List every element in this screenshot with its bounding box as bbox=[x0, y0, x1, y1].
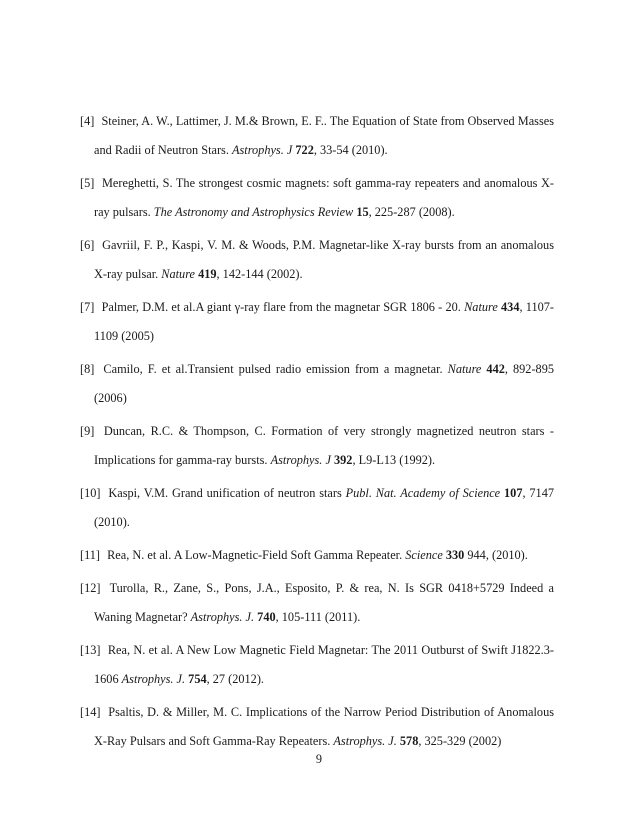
reference-volume: 419 bbox=[198, 267, 217, 281]
reference-pages: , 225-287 (2008). bbox=[368, 205, 455, 219]
reference-item bbox=[80, 541, 554, 570]
reference-volume: 442 bbox=[486, 362, 505, 376]
reference-item bbox=[80, 574, 554, 632]
reference-authors: Mereghetti, S. The strongest cosmic magnets: soft gamma-ray repeaters and anomalous X-ray pulsars. bbox=[94, 176, 555, 219]
reference-item bbox=[80, 479, 554, 537]
reference-authors: Camilo, F. et al.Transient pulsed radio emission from a magnetar. bbox=[103, 362, 443, 376]
reference-number: [12] bbox=[80, 581, 101, 595]
reference-pages: 944, (2010). bbox=[464, 548, 528, 562]
reference-pages: , 892-895 (2006) bbox=[94, 362, 554, 405]
reference-authors: Palmer, D.M. et al.A giant γ-ray flare from the magnetar SGR 1806 - 20. bbox=[101, 300, 461, 314]
reference-authors: Duncan, R.C. & Thompson, C. Formation of very strongly magnetized neutron stars - Implications for gamma-ray bursts. bbox=[94, 424, 554, 467]
reference-pages: , 33-54 (2010). bbox=[313, 143, 388, 157]
page-number: 9 bbox=[315, 752, 323, 766]
reference-number: [9] bbox=[80, 424, 95, 438]
reference-pages: , 7147 (2010). bbox=[94, 486, 554, 529]
reference-item bbox=[80, 107, 554, 165]
reference-authors: Turolla, R., Zane, S., Pons, J.A., Esposito, P. & rea, N. Is SGR 0418+5729 Indeed a Waning Magnetar? bbox=[94, 581, 555, 624]
reference-volume: 15 bbox=[356, 205, 369, 219]
reference-authors: Psaltis, D. & Miller, M. C. Implications of the Narrow Period Distribution of Anomalous X-Ray Pulsars and Soft Gamma-Ray Repeaters. bbox=[94, 705, 555, 748]
reference-volume: 722 bbox=[295, 143, 314, 157]
reference-authors: Gavriil, F. P., Kaspi, V. M. & Woods, P.M. Magnetar-like X-ray bursts from an anomalous X-ray pulsar. bbox=[94, 238, 554, 281]
reference-number: [6] bbox=[80, 238, 95, 252]
reference-item bbox=[80, 169, 554, 227]
reference-journal: The Astronomy and Astrophysics Review bbox=[153, 205, 354, 219]
reference-authors: Rea, N. et al. A New Low Magnetic Field Magnetar: The 2011 Outburst of Swift J1822.3-1606 bbox=[94, 643, 554, 686]
reference-journal: Astrophys. J bbox=[270, 453, 331, 467]
reference-item bbox=[80, 293, 554, 351]
reference-number: [5] bbox=[80, 176, 95, 190]
reference-authors: Rea, N. et al. A Low-Magnetic-Field Soft Gamma Repeater. bbox=[107, 548, 403, 562]
reference-volume: 434 bbox=[501, 300, 520, 314]
reference-journal: Publ. Nat. Academy of Science bbox=[345, 486, 501, 500]
reference-pages: , 27 (2012). bbox=[206, 672, 265, 686]
reference-pages: , 105-111 (2011). bbox=[275, 610, 361, 624]
reference-number: [4] bbox=[80, 114, 95, 128]
reference-item bbox=[80, 698, 554, 756]
reference-authors: Kaspi, V.M. Grand unification of neutron stars bbox=[108, 486, 342, 500]
reference-item bbox=[80, 417, 554, 475]
reference-volume: 330 bbox=[445, 548, 465, 562]
reference-volume: 392 bbox=[333, 453, 353, 467]
reference-pages: , 1107-1109 (2005) bbox=[94, 300, 555, 343]
reference-authors: Steiner, A. W., Lattimer, J. M.& Brown, E. F.. The Equation of State from Observed Masses and Radii of Neutron Stars. bbox=[94, 114, 554, 157]
reference-item bbox=[80, 231, 554, 289]
reference-pages: , 142-144 (2002). bbox=[216, 267, 303, 281]
reference-journal: Astrophys. J. bbox=[190, 610, 255, 624]
reference-journal: Nature bbox=[447, 362, 482, 376]
reference-journal: Nature bbox=[161, 267, 195, 281]
reference-journal: Astrophys. J bbox=[231, 143, 293, 157]
reference-number: [13] bbox=[80, 643, 101, 657]
reference-number: [7] bbox=[80, 300, 95, 314]
reference-journal: Astrophys. J. bbox=[333, 734, 397, 748]
reference-volume: 578 bbox=[399, 734, 419, 748]
reference-journal: Astrophys. J. bbox=[121, 672, 186, 686]
reference-pages: , L9-L13 (1992). bbox=[352, 453, 436, 467]
reference-volume: 754 bbox=[188, 672, 207, 686]
reference-number: [11] bbox=[80, 548, 101, 562]
reference-journal: Science bbox=[405, 548, 443, 562]
reference-list bbox=[80, 107, 554, 760]
reference-number: [14] bbox=[80, 705, 101, 719]
reference-pages: , 325-329 (2002) bbox=[418, 734, 502, 748]
reference-item bbox=[80, 355, 554, 413]
reference-volume: 740 bbox=[257, 610, 276, 624]
reference-volume: 107 bbox=[504, 486, 523, 500]
reference-item bbox=[80, 636, 554, 694]
reference-number: [10] bbox=[80, 486, 101, 500]
reference-journal: Nature bbox=[464, 300, 498, 314]
reference-number: [8] bbox=[80, 362, 95, 376]
